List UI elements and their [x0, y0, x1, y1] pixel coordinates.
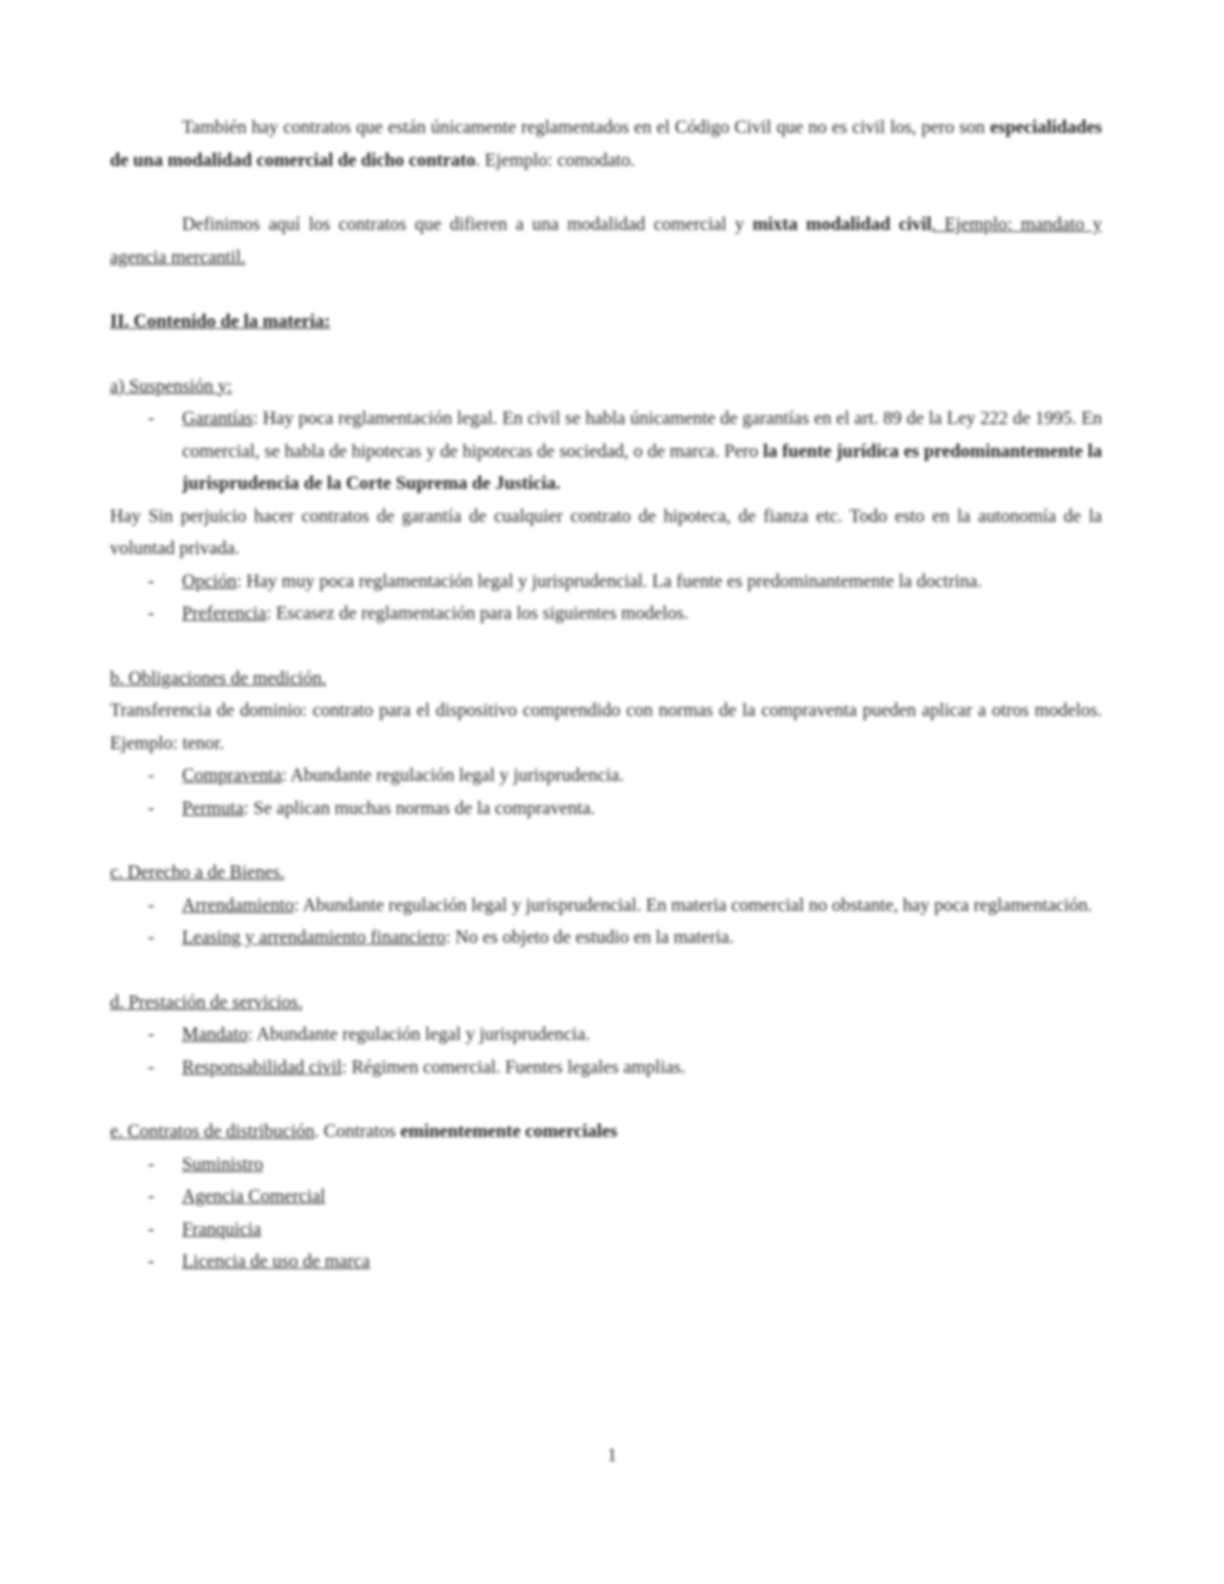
intro-paragraph-1: [110, 112, 1102, 177]
list-item-label: Suministro: [182, 1154, 264, 1175]
document-body: [110, 112, 1102, 1279]
heading-a: [110, 371, 1102, 404]
intro-p1-text: También hay contratos que están únicamente reglamentados en el Código Civil que no es civil los, pero son: [182, 118, 990, 138]
list-item: - Mandato: Abundante regulación legal y jurisprudencia.: [148, 1025, 590, 1045]
section-title: [110, 306, 1102, 339]
note-a: Hay Sin perjuicio hacer contratos de garantía de cualquier contrato de hipoteca, de fianza etc. Todo esto en la autonomía de la voluntad privada.: [110, 506, 1102, 559]
list-d: [110, 1019, 1102, 1084]
page-number: 1: [607, 1446, 617, 1466]
list-item-label: Agencia Comercial: [182, 1187, 326, 1207]
list-item-label: Mandato: [182, 1025, 248, 1045]
list-item-text: : Abundante regulación legal y jurisprudencia.: [281, 766, 624, 786]
list-item: - Arrendamiento: Abundante regulación legal y jurisprudencial. En materia comercial no obstante, hay poca reglamentación.: [148, 895, 1093, 916]
list-item-label: Arrendamiento: [182, 895, 294, 916]
heading-c: [110, 857, 1102, 890]
list-item-label: Franquicia: [182, 1219, 262, 1240]
list-item: - Garantías: Hay poca reglamentación legal. En civil se habla únicamente de garantías en el art. 89 de la Ley 222 de 1995. En comercial, se habla de hipotecas y de hipotecas de sociedad, o de marca. Pero la fuente jurídica es predominantemente la jurisprudencia de la Corte Suprema de Justicia.: [148, 409, 1102, 494]
intro-b: Transferencia de dominio: contrato para el dispositivo comprendido con normas de la compraventa pueden aplicar a otros modelos. Ejemplo: tenor.: [110, 701, 1102, 754]
list-item-label: Permuta: [182, 798, 244, 819]
list-item: - Preferencia: Escasez de reglamentación para los siguientes modelos.: [148, 604, 689, 624]
list-item: - Agencia Comercial: [148, 1187, 326, 1207]
heading-e-emphasis: eminentemente comerciales: [400, 1122, 618, 1142]
intro-p1-tail: . Ejemplo: comodato.: [475, 150, 635, 171]
heading-d: [110, 987, 1102, 1020]
section-title-text: II. Contenido de la materia:: [110, 312, 331, 332]
list-item-label: Licencia de uso de marca: [182, 1252, 370, 1272]
list-item: - Licencia de uso de marca: [148, 1252, 370, 1272]
list-item-text: : Abundante regulación legal y jurisprudencial. En materia comercial no obstante, hay poca reglamentación.: [294, 895, 1093, 916]
list-b: [110, 760, 1102, 825]
list-item-label: Leasing y arrendamiento financiero: [182, 928, 446, 948]
list-item-text: : Hay poca reglamentación legal. En civil se habla únicamente de garantías en el art. 89 de la Ley 222 de 1995. En comercial, se habla de hipotecas y de hipotecas de sociedad, o de marca. Pero: [182, 409, 1102, 462]
list-item-label: Compraventa: [182, 766, 282, 786]
list-item-emphasis: la fuente jurídica es predominantemente la jurisprudencia de la Corte Suprema de Justicia.: [182, 441, 1102, 494]
intro-paragraph-2: [110, 209, 1102, 274]
list-item-label: Preferencia: [182, 604, 267, 624]
list-item-text: : Escasez de reglamentación para los siguientes modelos.: [266, 604, 689, 624]
list-item: - Responsabilidad civil: Régimen comercial. Fuentes legales amplias.: [148, 1057, 686, 1078]
heading-e: [110, 1116, 1102, 1149]
intro-p1-emphasis: especialidades de una modalidad comercial de dicho contrato: [110, 118, 1102, 171]
intro-p2-tail: . Ejemplo: mandato y agencia mercantil.: [110, 215, 1102, 268]
list-item-text: : Hay muy poca reglamentación legal y jurisprudencial. La fuente es predominantemente la doctrina.: [236, 571, 982, 592]
heading-e-text: e. Contratos de distribución: [110, 1122, 315, 1142]
list-item-label: Responsabilidad civil: [182, 1057, 342, 1078]
list-a: [110, 403, 1102, 501]
intro-p2-text: Definimos aquí los contratos que difieren a una modalidad comercial y: [182, 215, 753, 235]
heading-c-text: c. Derecho a de Bienes.: [110, 863, 285, 883]
list-item-text: : No es objeto de estudio en la materia.: [445, 928, 734, 948]
heading-a-text: a) Suspensión y:: [110, 376, 233, 397]
list-item: - Suministro: [148, 1154, 264, 1175]
list-item: - Permuta: Se aplican muchas normas de la compraventa.: [148, 798, 596, 819]
list-item-text: : Régimen comercial. Fuentes legales amplias.: [341, 1057, 686, 1078]
list-item-text: : Abundante regulación legal y jurisprudencia.: [247, 1025, 590, 1045]
list-e: [110, 1149, 1102, 1279]
list-item-text: : Se aplican muchas normas de la compraventa.: [243, 798, 596, 819]
list-item: - Leasing y arrendamiento financiero: No es objeto de estudio en la materia.: [148, 928, 734, 948]
heading-b-text: b. Obligaciones de medición.: [110, 668, 327, 689]
list-item: - Opción: Hay muy poca reglamentación legal y jurisprudencial. La fuente es predominantemente la doctrina.: [148, 571, 982, 592]
list-item: - Franquicia: [148, 1219, 262, 1240]
heading-b: [110, 663, 1102, 696]
list-a-2: [110, 566, 1102, 631]
list-item-label: Garantías: [182, 409, 253, 429]
intro-p2-emphasis: mixta modalidad civil: [752, 215, 932, 235]
list-item: - Compraventa: Abundante regulación legal y jurisprudencia.: [148, 766, 624, 786]
list-c: [110, 890, 1102, 955]
heading-d-text: d. Prestación de servicios.: [110, 992, 303, 1013]
list-item-label: Opción: [182, 571, 237, 592]
heading-e-tail: . Contratos: [314, 1122, 401, 1142]
